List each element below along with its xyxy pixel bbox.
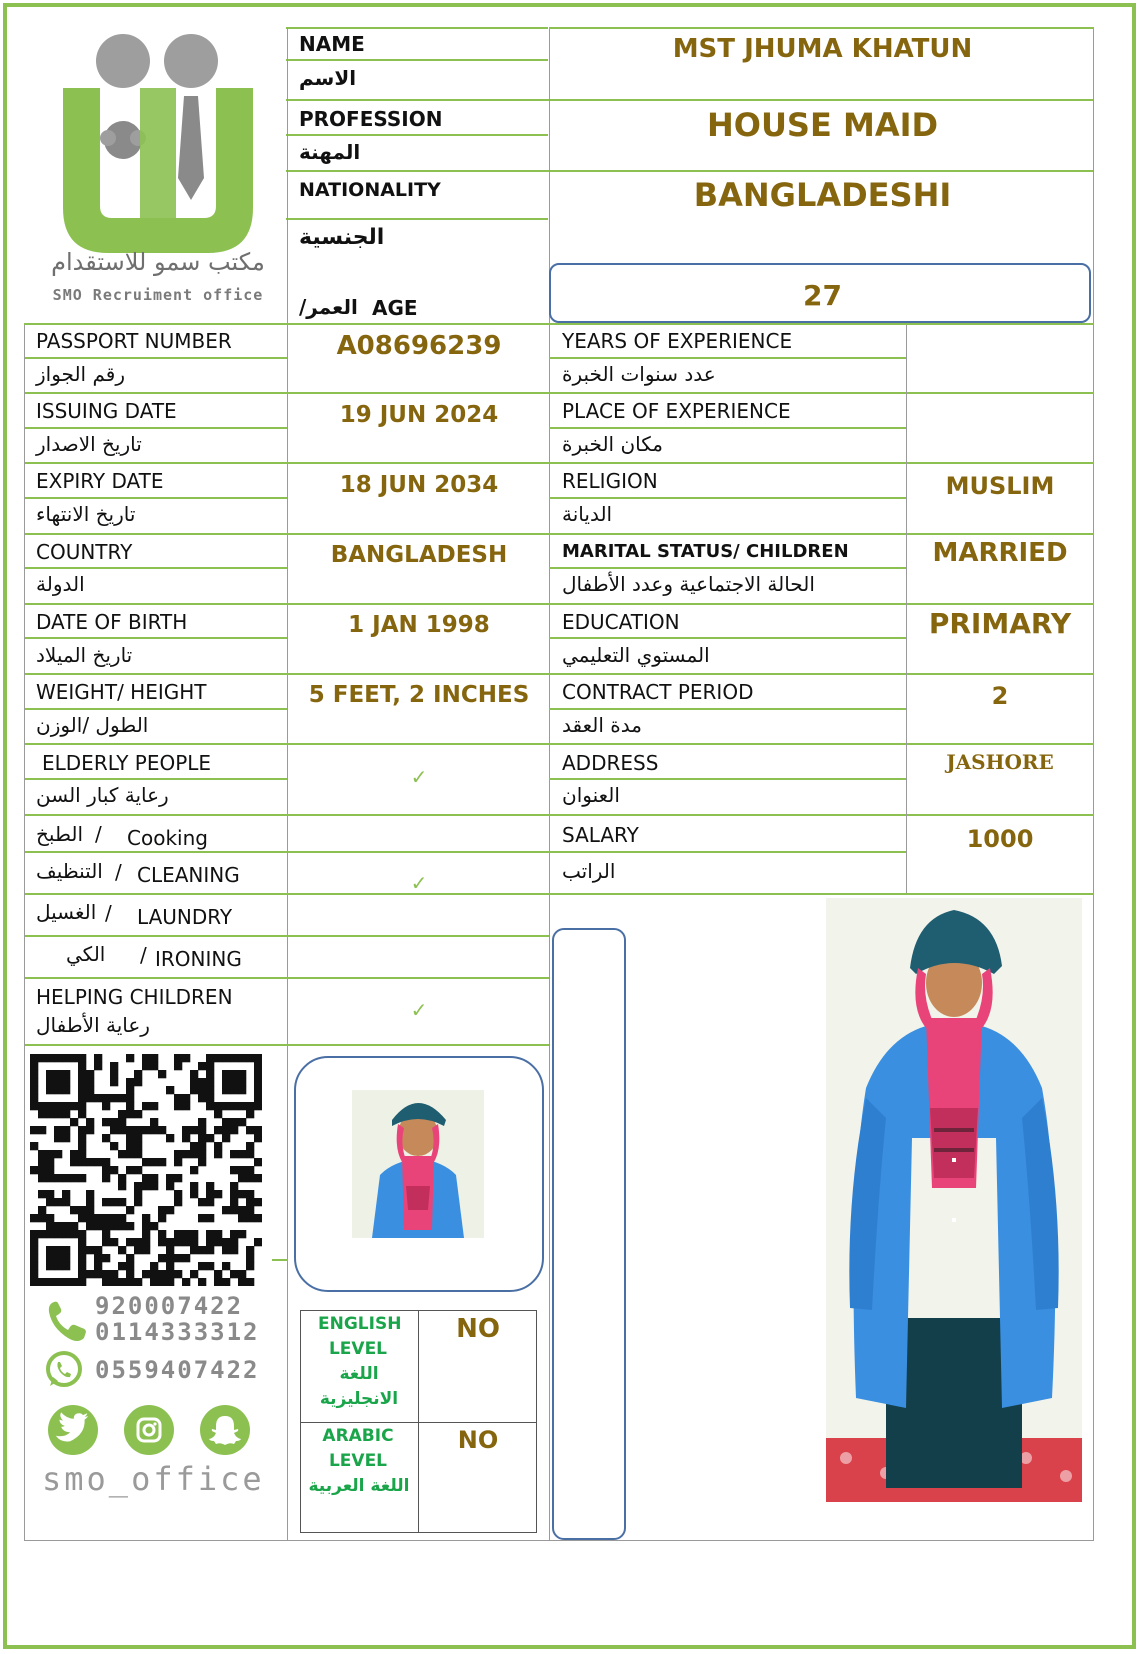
contract-period-value: 2 [991,682,1009,710]
religion-label: RELIGION [562,469,658,493]
expiry-date-value: 18 JUN 2034 [339,472,499,498]
age-value: 27 [803,279,842,312]
place-of-experience-label-arabic: مكان الخبرة [562,432,664,456]
english-level-label-arabic: اللغة الانجليزية [319,1364,399,1409]
weight-height-label-arabic: الطول /الوزن [36,713,149,737]
laundry-label: LAUNDRY [137,905,233,929]
cleaning-label: CLEANING [137,863,240,887]
passport-number-label: PASSPORT NUMBER [36,329,232,353]
arabic-level-value: NO [457,1426,499,1454]
salary-label-arabic: الراتب [562,859,616,883]
logo [28,28,288,318]
education-value: PRIMARY [928,607,1072,640]
education-label-arabic: المستوي التعليمي [562,643,710,667]
date-of-birth-value: 1 JAN 1998 [348,612,490,638]
salary-label: SALARY [562,823,639,847]
helping-children-label-arabic: رعاية الأطفال [36,1013,150,1037]
profession-label: PROFESSION [299,107,443,131]
instagram-icon[interactable] [124,1405,174,1455]
country-value: BANGLADESH [330,542,508,568]
phone-icon [44,1298,90,1344]
cleaning-slash: / [115,860,122,884]
profession-value: HOUSE MAID [706,106,939,144]
cooking-slash: / [95,822,102,846]
name-value: MST JHUMA KHATUN [672,34,973,64]
address-value: JASHORE [946,750,1054,774]
marital-status-label-arabic: الحالة الاجتماعية وعدد الأطفال [562,572,815,596]
age-label-arabic: العمر/ [299,295,358,319]
cleaning-label-arabic: التنظيف [36,859,103,883]
age-label: AGE [372,296,418,320]
marital-status-label: MARITAL STATUS/ CHILDREN [562,541,849,562]
nationality-value: BANGLADESHI [693,176,952,214]
twitter-icon[interactable] [48,1405,98,1455]
phone-2: 0114333312 [95,1318,260,1346]
country-label: COUNTRY [36,540,133,564]
weight-height-value: 5 FEET, 2 INCHES [308,682,530,708]
helping-children-label: HELPING CHILDREN [36,985,233,1009]
salary-value: 1000 [966,825,1034,853]
qr-code [30,1054,262,1286]
cleaning-check-icon: ✓ [410,873,428,895]
place-of-experience-label: PLACE OF EXPERIENCE [562,399,791,423]
social-handle: smo_office [42,1460,265,1498]
logo-text-arabic: مكتب سمو للاستقدام [51,248,265,276]
name-label-arabic: الاسم [299,66,357,90]
address-label-arabic: العنوان [562,783,620,807]
education-label: EDUCATION [562,610,680,634]
religion-value: MUSLIM [945,472,1055,500]
english-level-label: ENGLISH LEVEL [318,1314,402,1359]
contract-period-label-arabic: مدة العقد [562,713,642,737]
expiry-date-label: EXPIRY DATE [36,469,164,493]
issuing-date-value: 19 JUN 2024 [339,402,499,428]
empty-rounded-bar [552,928,626,1540]
ironing-label: IRONING [155,947,242,971]
logo-text-english: SMO Recruiment office [52,286,264,304]
years-of-experience-label: YEARS OF EXPERIENCE [562,329,793,353]
cooking-label: Cooking [127,826,208,850]
phone-1: 920007422 [95,1292,244,1320]
contract-period-label: CONTRACT PERIOD [562,680,754,704]
issuing-date-label-arabic: تاريخ الاصدار [36,432,142,456]
passport-number-value: A08696239 [336,331,502,361]
qr-code-icon [30,1054,262,1286]
laundry-slash: / [105,901,112,925]
nationality-label-arabic: الجنسية [299,225,385,250]
whatsapp-number: 0559407422 [95,1356,260,1384]
date-of-birth-label: DATE OF BIRTH [36,610,188,634]
full-body-photo [826,898,1082,1502]
ironing-slash: / [140,943,147,967]
arabic-level-label: ARABIC LEVEL [322,1426,394,1471]
address-label: ADDRESS [562,751,659,775]
arabic-level-label-arabic: اللغة العربية [308,1476,410,1496]
expiry-date-label-arabic: تاريخ الانتهاء [36,502,136,526]
name-label: NAME [299,32,365,56]
cooking-label-arabic: الطبخ [36,822,84,846]
passport-number-label-arabic: رقم الجواز [36,362,125,386]
laundry-label-arabic: الغسيل [36,900,97,924]
weight-height-label: WEIGHT/ HEIGHT [36,680,207,704]
profession-label-arabic: المهنة [299,140,361,164]
elderly-people-check-icon: ✓ [410,767,428,789]
whatsapp-icon [44,1350,84,1390]
marital-status-value: MARRIED [932,538,1068,568]
religion-label-arabic: الديانة [562,502,613,526]
elderly-people-label: ELDERLY PEOPLE [42,751,212,775]
country-label-arabic: الدولة [36,572,85,596]
helping-children-check-icon: ✓ [410,1000,428,1022]
small-photo [352,1090,484,1238]
snapchat-icon[interactable] [200,1405,250,1455]
elderly-people-label-arabic: رعاية كبار السن [36,783,169,807]
years-of-experience-label-arabic: عدد سنوات الخبرة [562,362,716,386]
english-level-value: NO [456,1314,500,1344]
ironing-label-arabic: الكي [66,942,106,966]
date-of-birth-label-arabic: تاريخ الميلاد [36,643,133,667]
nationality-label: NATIONALITY [299,179,441,201]
issuing-date-label: ISSUING DATE [36,399,177,423]
